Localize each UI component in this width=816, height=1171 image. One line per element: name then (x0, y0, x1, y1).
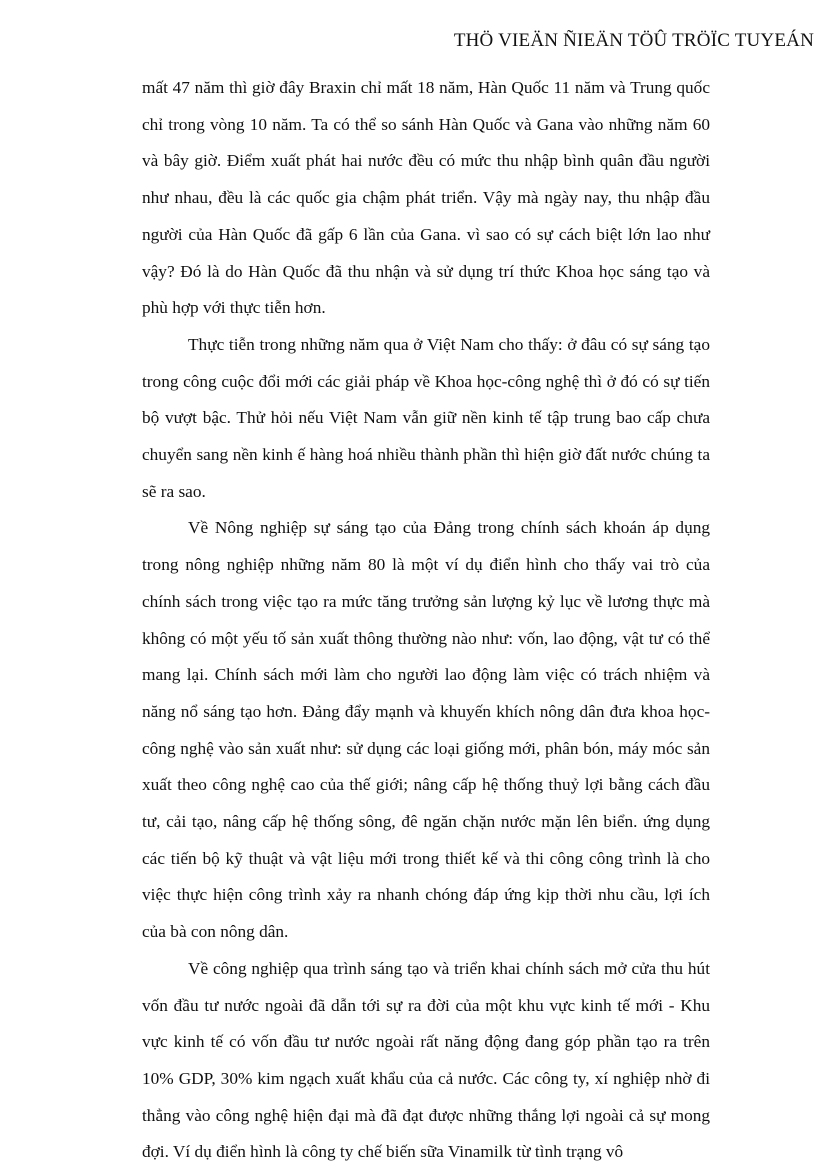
running-header-title: THÖ VIEÄN ÑIEÄN TÖÛ TRÖÏC TUYEÁN (453, 30, 814, 51)
paragraph-vietnam-practice: Thực tiễn trong những năm qua ở Việt Nam cho thấy: ở đâu có sự sáng tạo trong công cuộc đổi mới các giải pháp về Khoa học-công nghệ thì ở đó có sự tiến bộ vượt bậc. Thử hỏi nếu Việt Nam vẫn giữ nền kinh tế tập trung bao cấp chưa chuyển sang nền kinh ế hàng hoá nhiều thành phần thì hiện giờ đất nước chúng ta sẽ ra sao. (142, 334, 710, 501)
paragraph-industry: Về công nghiệp qua trình sáng tạo và triển khai chính sách mở cửa thu hút vốn đầu tư nước ngoài đã dẫn tới sự ra đời của một khu vực kinh tế mới - Khu vực kinh tế có vốn đầu tư nước ngoài rất năng động đang góp phần tạo ra trên 10% GDP, 30% kim ngạch xuất khẩu của cả nước. Các công ty, xí nghiệp nhờ đi thẳng vào công nghệ hiện đại mà đã đạt được những thắng lợi ngoài cả sự mong đợi. Ví dụ điển hình là công ty chế biến sữa Vinamilk từ tình trạng vô (142, 958, 710, 1162)
paragraph-agriculture: Về Nông nghiệp sự sáng tạo của Đảng trong chính sách khoán áp dụng trong nông nghiệp những năm 80 là một ví dụ điển hình cho thấy vai trò của chính sách trong việc tạo ra mức tăng trưởng sản lượng kỷ lục về lương thực mà không có một yếu tố sản xuất thông thường nào như: vốn, lao động, vật tư có thể mang lại. Chính sách mới làm cho người lao động làm việc có trách nhiệm và năng nổ sáng tạo hơn. Đảng đẩy mạnh và khuyến khích nông dân đưa khoa học-công nghệ vào sản xuất như: sử dụng các loại giống mới, phân bón, máy móc sản xuất theo công nghệ cao của thế giới; nâng cấp hệ thống thuỷ lợi bằng cách đầu tư, cải tạo, nâng cấp hệ thống sông, đê ngăn chặn nước mặn lên biển. ứng dụng các tiến bộ kỹ thuật và vật liệu mới trong thiết kế và thi công công trình là cho việc thực hiện công trình xảy ra nhanh chóng đáp ứng kịp thời nhu cầu, lợi ích của bà con nông dân. (142, 518, 710, 942)
paragraph-braxin-korea-gana: mất 47 năm thì giờ đây Braxin chỉ mất 18 năm, Hàn Quốc 11 năm và Trung quốc chỉ trong vòng 10 năm. Ta có thể so sánh Hàn Quốc và Gana vào những năm 60 và bây giờ. Điểm xuất phát hai nước đều có mức thu nhập bình quân đầu người như nhau, đều là các quốc gia chậm phát triển. Vậy mà ngày nay, thu nhập đầu người của Hàn Quốc đã gấp 6 lần của Gana. vì sao có sự cách biệt lớn lao như vậy? Đó là do Hàn Quốc đã thu nhận và sử dụng trí thức Khoa học sáng tạo và phù hợp với thực tiễn hơn. (142, 78, 710, 318)
document-body (142, 70, 710, 1171)
